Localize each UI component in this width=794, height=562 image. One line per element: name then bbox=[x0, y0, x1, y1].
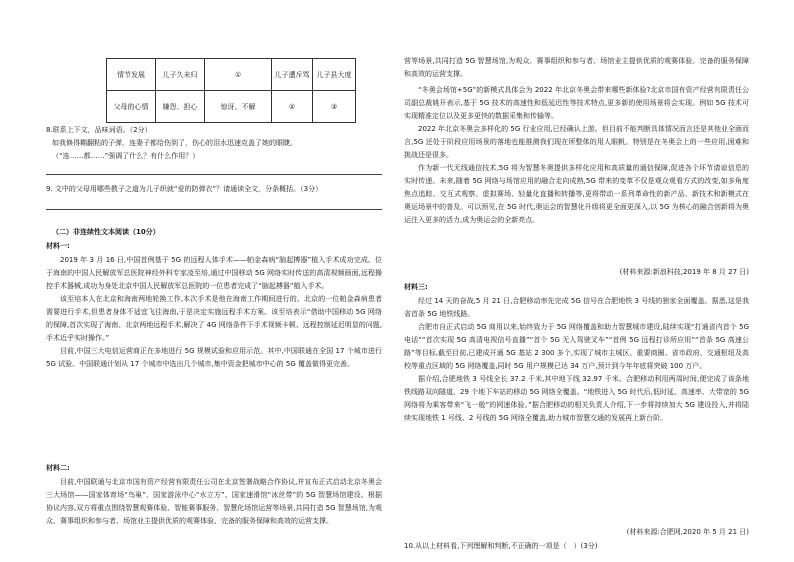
paragraph: “冬奥会场馆+5G”的新模式具体会为 2022 年北京冬奥会带来哪些新体验?北京市国有资产经营有限责任公司副总裁姚开表示,基于 5G 技术的高速性和低延迟性等技术特点,更多新的使用场景将会实现。例如 5G 技术可实现精准定位以及更多更快的数据采集和传输等。 bbox=[404, 86, 749, 120]
paragraph: 该至培本人在北京和海南两地轮换工作,本次手术是他在海南工作期间进行的。北京的一位帕金森病患者需要进行手术,但患者身体不适宜飞往海南,于是决定实施远程手术方案。该至培表示“借助中国移动 5G 网络的保障,首次实现了海南、北京两地远程手术,解决了 4G 网络条件下手术视频卡顿、远程控制延迟明显的问题,手术近乎实时操作。” bbox=[46, 295, 383, 342]
paragraph: 作为新一代无线通信技术,5G 将为智慧冬奥提供多样化应用和高质量的通信保障,促进各个环节请谅信息的实时传递。未来,随着 5G 网络与场馆应用的融合走向成熟,5G 带来的变革不仅是观众观看方式的改变,如多角度焦点追踪、交互式观察、虚拟赛场、轻量化直播和转播等,更将带动一系列革命性的新产品、新技术和新模式在奥运场景中的普及。可以预见,在 5G 时代,奥运会的智慧化升级将更全面更深入,以 5G 为核心的融合创新将为奥运注入更多的活力,成为奥运会的全新亮点。 bbox=[404, 164, 749, 224]
q10-text: 10.从以上材料看,下列理解和判断,不正确的一项是（ ）(3分) bbox=[404, 542, 598, 550]
q9-text: 9. 文中的父母用哪些教子之道为儿子织就“爱的防弹衣”？请通读全文，分条概括。（3分） bbox=[46, 185, 323, 193]
material2-body-rest bbox=[404, 84, 749, 227]
table-cell: ③ bbox=[313, 91, 356, 123]
section-title: （二）非连续性文本阅读（10分） bbox=[52, 228, 160, 236]
table-cell: ① bbox=[205, 59, 272, 91]
material3-source: (材料来源:合肥网,2020 年 5 月 21 日) bbox=[626, 528, 749, 536]
table-cell: 嫌怨、担心 bbox=[156, 91, 205, 123]
material1-label: 材料一: bbox=[46, 242, 70, 250]
table-cell: ② bbox=[272, 91, 313, 123]
table-row bbox=[107, 91, 356, 123]
material3-label: 材料三: bbox=[404, 283, 428, 291]
q8-text: 8.联系上下文，品味词语。（2分） bbox=[46, 126, 152, 134]
paragraph: 经过 14 天的奋战,5 月 21 日,合肥移动率先完成 5G 信号在合肥地铁 3 号线的独家全面覆盖。据悉,这是我省首条 5G 地铁线路。 bbox=[404, 297, 749, 318]
paragraph: 目前,中国联通与北京市国有资产经营有限责任公司在北京签署战略合作协议,并宣布正式启动北京冬奥会三大场馆——国家体育场“鸟巢”、国家游泳中心“水立方”、国家速滑馆“冰丝带”的 5G 智慧场馆建设。根据协议内容,双方将重点围绕智慧观赛体验、智能赛事服务、智慧化场馆运营等场景,共同打造 5G 智慧场馆,为观众、赛事组织和参与者、场馆业主提供优质的观赛体验、完备的服务保障和高效的运营支撑。 bbox=[46, 478, 382, 525]
q8-blank: （“连……都……”强调了什么？有什么作用？） bbox=[52, 152, 200, 160]
paragraph: 2022 年北京冬奥会多样化的 5G 行业应用,已经确认上游。但目前不能判断具体情况而言还是其他业全面而言,5G 还处于阶段应用场景的落地也能推测我们现在所整体的用人眼帆。特别是在冬奥会上的一些应用,困难和挑战还是很多。 bbox=[404, 125, 749, 159]
material2-label: 材料二: bbox=[46, 464, 70, 472]
answer-line[interactable] bbox=[46, 209, 382, 210]
table-cell: 情节发展 bbox=[107, 59, 156, 91]
paragraph: 合肥市自正式启动 5G 商用以来,始终致力于 5G 网络覆盖和助力智慧城市建设,陆续实现“打通省内首个 5G 电话”“首次实现 5G 高清电视信号直播”“首个 5G 无人驾驶叉车”“首例 5G 远程打诊所应用”“首条 5G 高速公路”等目标,截至目前,已建成开通 5G 基站 2 300 多个,实现了城市主城区、重要商圈、省市政府、交通枢纽及高校等重点区域的 5G 网络覆盖,同时 5G 用户规模已达 34 万户,预计到今年年底将突破 100 万户。 bbox=[404, 323, 749, 370]
table-cell: 父母的心情 bbox=[107, 91, 156, 123]
material2-body-start bbox=[46, 476, 382, 554]
material3-body bbox=[404, 295, 749, 425]
table-row bbox=[107, 59, 356, 91]
table-cell: 惊讶、不解 bbox=[205, 91, 272, 123]
q8-quote: 如我倏得糊翻粘的子弹，连妻子都给伤到了，伤心的泪水迅速克盖了她的眼睫。 bbox=[52, 139, 297, 147]
paragraph: 营等场景,共同打造 5G 智慧场馆,为观众、赛事组织和参与者、场馆业主提供优质的观赛体验、完备的服务保障和高效的运营支撑。 bbox=[404, 57, 749, 78]
plot-table bbox=[106, 58, 356, 123]
paragraph: 据介绍,合肥地铁 3 号线全长 37.2 千米,其中地下线 32.97 千米。合肥移动利用两周时间,便完成了该条地铁线路双向隧道、29 个地下车站的移动 5G 网络全覆盖。“地铁进入 5G 时代后,低时延、高速率、大带宽的 5G 网络将为乘客带来“飞一般”的网速体验。”据合肥移动的相关负责人介绍,下一步将持续加大 5G 建设投入,并将陆续实现地铁 1 号线、2 号线的 5G 网络全覆盖,助力城市智慧交通的发展再上新台阶。 bbox=[404, 375, 749, 422]
paragraph: 2019 年 3 月 16 日,中国首例基于 5G 的远程人体手术——帕金森病“脑起搏器”植入手术成功完成。位于海南的中国人民解放军总医院神经外科专家凌至培,通过中国移动 5G 网络实时传送的高清视频画面,远程操控手术器械,成功为身处北京中国人民解放军总医院的一位患者完成了“脑起搏器”植入手术。 bbox=[46, 256, 382, 290]
material1-body bbox=[46, 254, 382, 371]
table-cell: 儿子县大度 bbox=[313, 59, 356, 91]
answer-line[interactable] bbox=[46, 174, 382, 175]
material2-body-cont bbox=[404, 55, 749, 81]
paragraph: 目前,中国三大电信运营商正在多地进行 5G 规模试验和应用示范。其中,中国联通在全国 17 个城市进行 5G 试验。中国联通计划从 17 个城市中选出几个城市,集中资金把城市中心的 5G 覆盖做得更完善。 bbox=[46, 347, 382, 368]
table-cell: 儿子久未归 bbox=[156, 59, 205, 91]
table-cell: 儿子遭斥骂 bbox=[272, 59, 313, 91]
material2-source: (材料来源:新浪科技,2019 年 8 月 27 日) bbox=[619, 268, 749, 276]
